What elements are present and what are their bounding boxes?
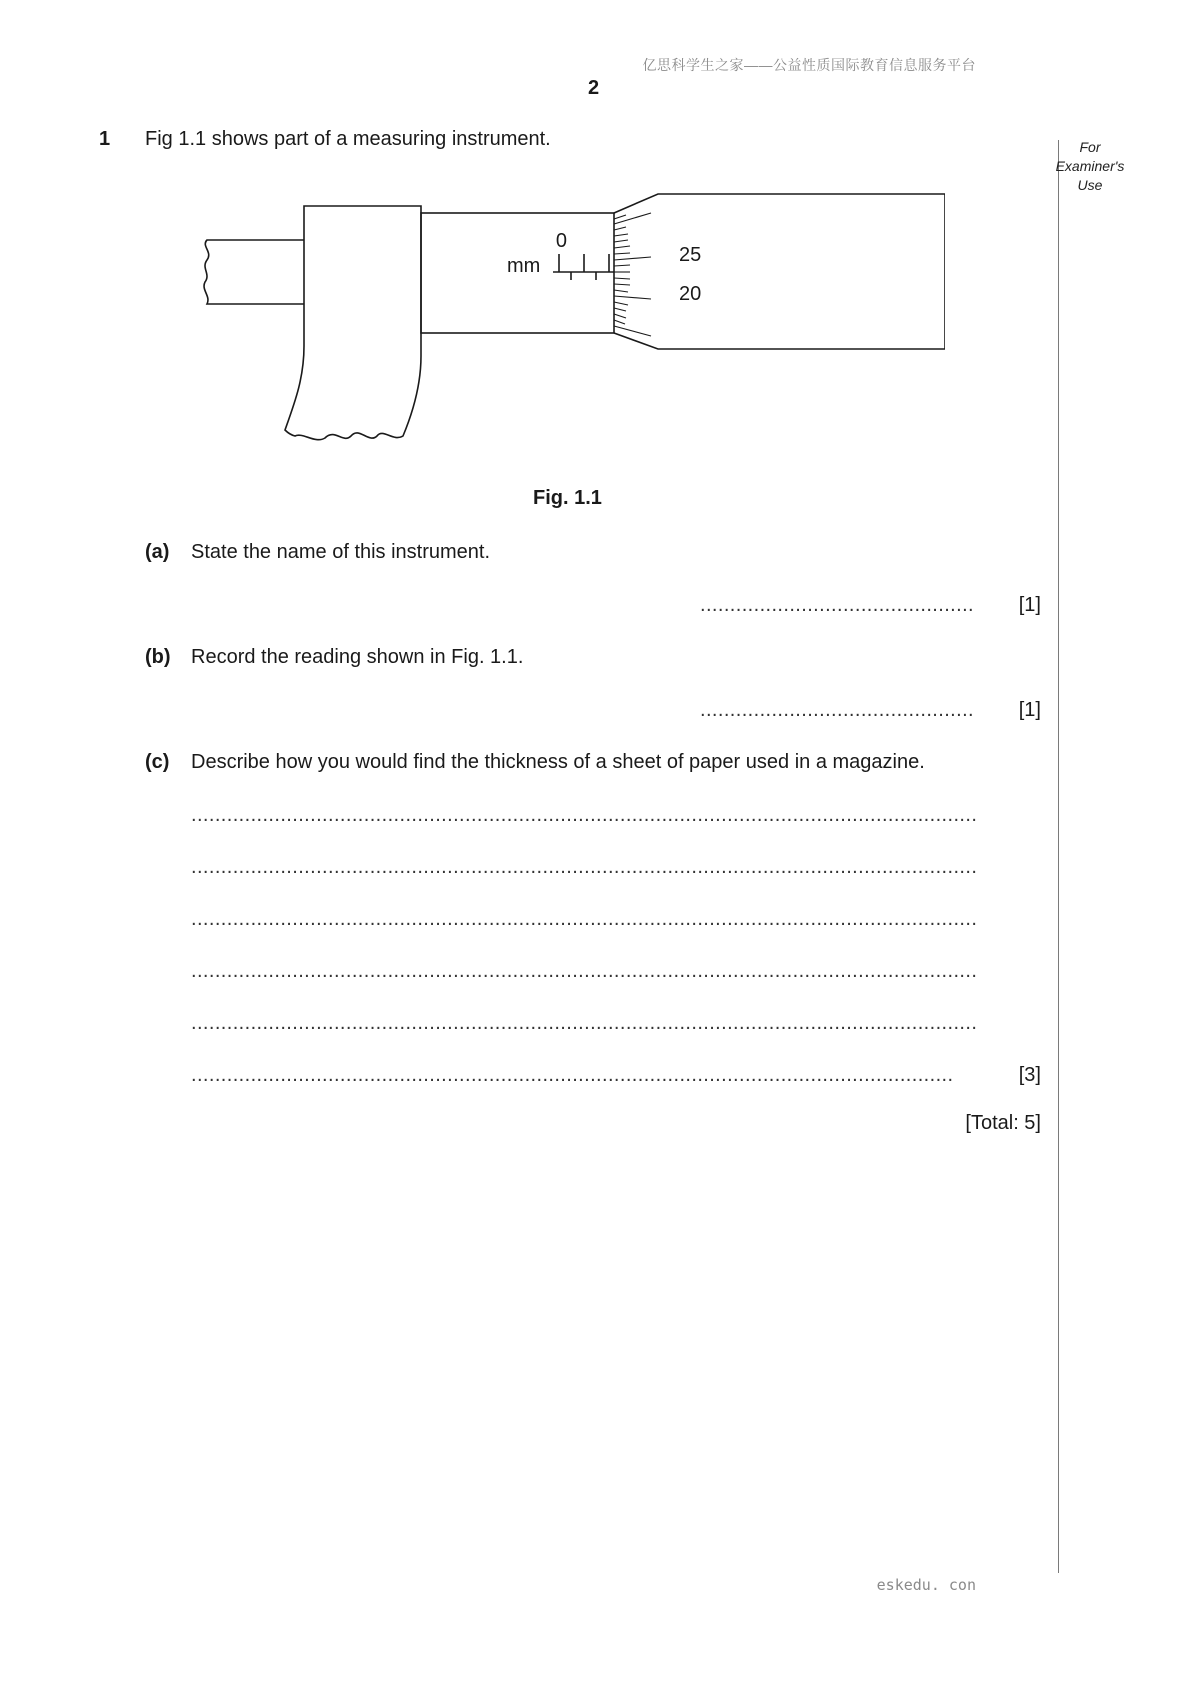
footer-watermark: eskedu. con xyxy=(876,1576,976,1594)
part-c-answer-line-1: .................................................................................................................................... xyxy=(191,804,978,826)
frame xyxy=(285,206,421,440)
part-c-answer-line-4: .................................................................................................................................... xyxy=(191,960,978,982)
part-b-answer-line: .............................................. xyxy=(700,699,975,721)
question-number: 1 xyxy=(99,128,111,150)
thimble xyxy=(614,194,945,349)
sleeve-unit-label: mm xyxy=(507,255,541,277)
part-c-text: Describe how you would find the thickness of a sheet of paper used in a magazine. xyxy=(191,751,925,773)
micrometer-figure xyxy=(185,180,945,450)
question-text: Fig 1.1 shows part of a measuring instrument. xyxy=(145,128,551,150)
part-c-answer-line-5: .................................................................................................................................... xyxy=(191,1012,978,1034)
part-c-answer-line-2: .................................................................................................................................... xyxy=(191,856,978,878)
part-a-text: State the name of this instrument. xyxy=(191,541,491,563)
part-c-label: (c) xyxy=(145,751,170,773)
part-a-label: (a) xyxy=(145,541,170,563)
figure-caption: Fig. 1.1 xyxy=(533,487,602,509)
anvil-rod xyxy=(204,240,304,304)
examiner-use-label: For Examiner's Use xyxy=(1055,139,1125,193)
thimble-label-lower: 20 xyxy=(679,283,702,305)
part-c-answer-line-6: ................................................................................................................................ xyxy=(191,1064,954,1086)
part-a-answer-line: .............................................. xyxy=(700,594,975,616)
part-b-mark: [1] xyxy=(1018,699,1041,721)
header-watermark: 亿思科学生之家——公益性质国际教育信息服务平台 xyxy=(642,57,976,73)
part-c-answer-line-3: .................................................................................................................................... xyxy=(191,908,978,930)
part-b-label: (b) xyxy=(145,646,171,668)
part-c-mark: [3] xyxy=(1018,1064,1041,1086)
question-total: [Total: 5] xyxy=(965,1112,1041,1134)
sleeve-zero-label: 0 xyxy=(555,230,567,252)
part-a-mark: [1] xyxy=(1018,594,1041,616)
thimble-label-upper: 25 xyxy=(679,244,702,266)
page-number: 2 xyxy=(588,77,600,99)
examiner-margin-rule xyxy=(1058,140,1059,1573)
part-b-text: Record the reading shown in Fig. 1.1. xyxy=(191,646,524,668)
